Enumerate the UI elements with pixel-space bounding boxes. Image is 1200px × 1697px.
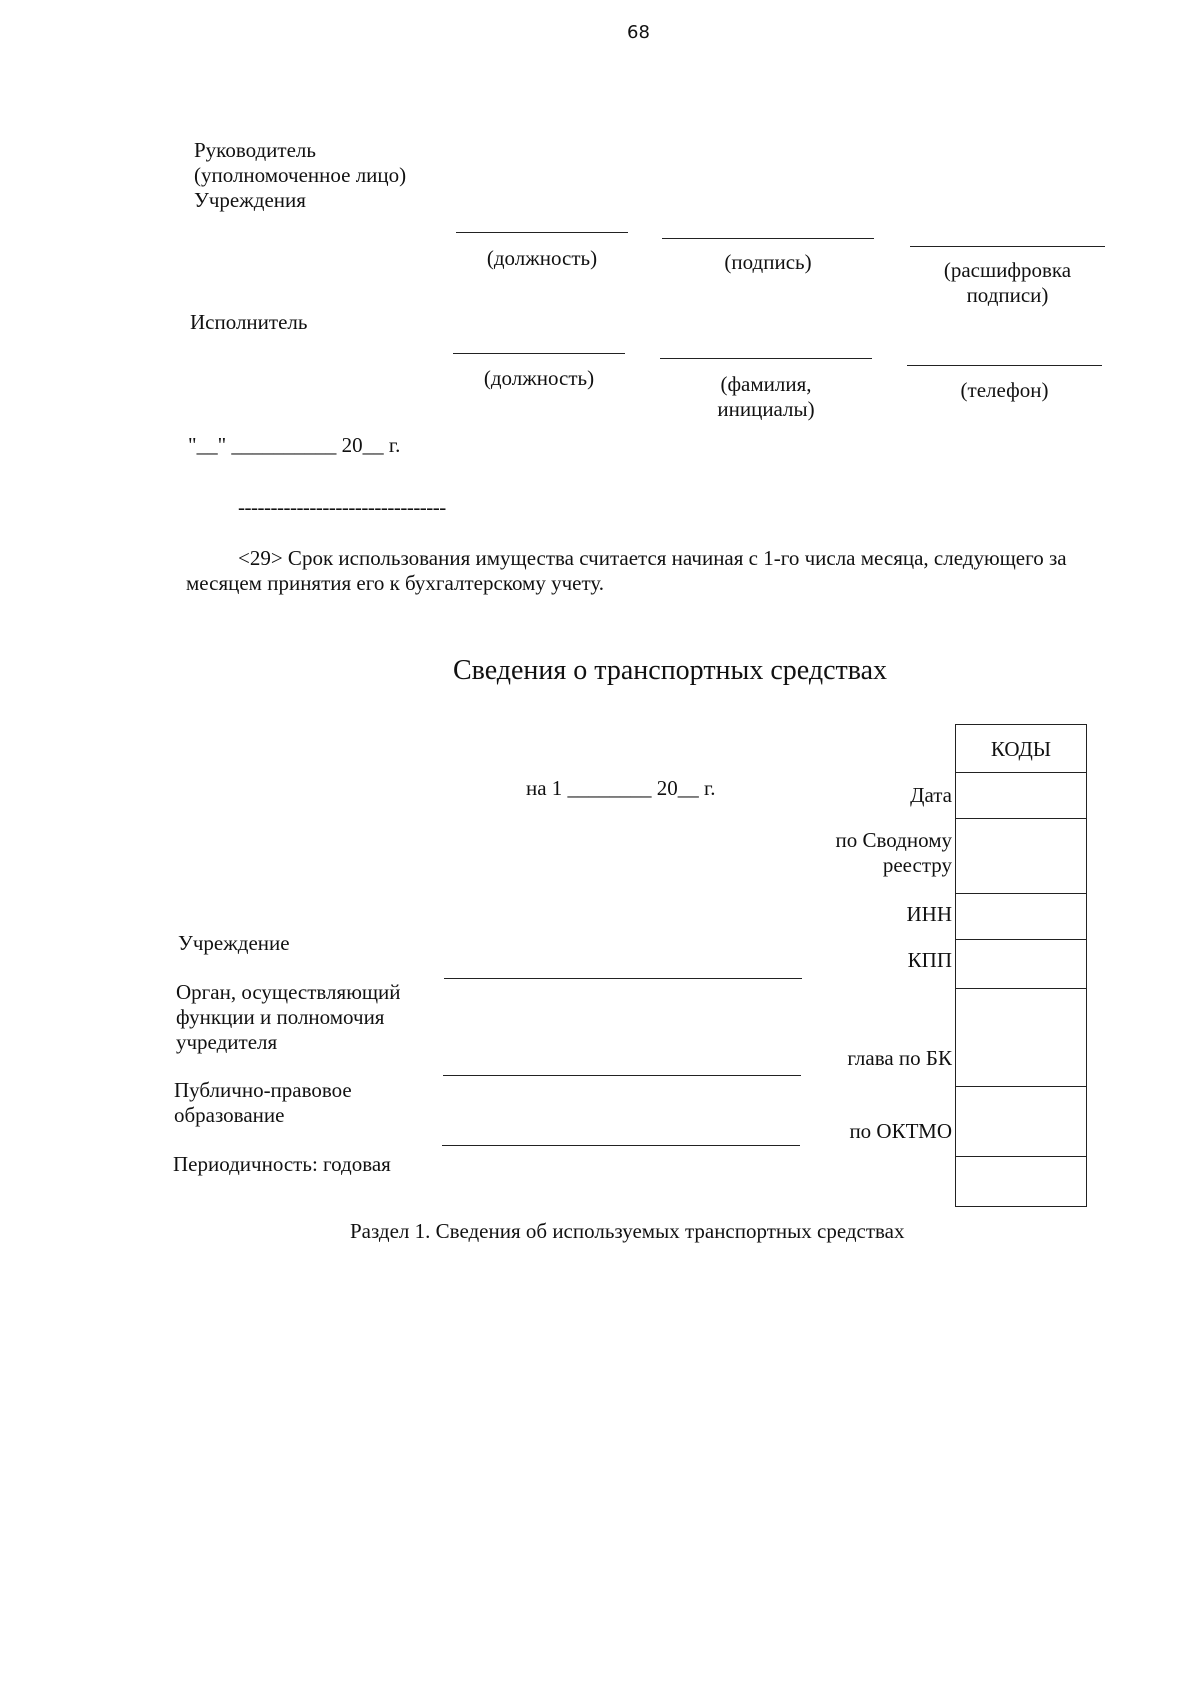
founder-body-line-3: учредителя (176, 1030, 278, 1054)
code-label-bk-chapter: глава по БК (847, 1046, 952, 1070)
field-line-institution (444, 978, 802, 979)
executor-name-caption (660, 372, 872, 422)
founder-body-line-1: Орган, осуществляющий (176, 980, 401, 1004)
codes-row-blank (956, 988, 1086, 989)
code-label-kpp: КПП (907, 948, 952, 972)
signature-date-line: "__" __________ 20__ г. (188, 433, 401, 457)
executor-label: Исполнитель (190, 310, 308, 334)
public-entity-line-2: образование (174, 1103, 285, 1127)
form-date-line: на 1 ________ 20__ г. (526, 776, 716, 800)
codes-row-inn (956, 893, 1086, 894)
founder-body-line-2: функции и полномочия (176, 1005, 385, 1029)
code-label-date: Дата (910, 783, 952, 807)
executor-position-caption: (должность) (483, 366, 595, 390)
executor-name-caption-line-2: инициалы) (717, 397, 815, 421)
head-signature-line (662, 238, 874, 239)
form-title: Сведения о транспортных средствах (452, 655, 888, 686)
field-label-periodicity: Периодичность: годовая (173, 1152, 391, 1176)
field-line-public-entity (442, 1145, 800, 1146)
codes-box (955, 724, 1087, 1207)
head-label-line-3: Учреждения (194, 188, 306, 212)
code-label-svod-registry (800, 828, 952, 878)
footnote-separator: -------------------------------- (238, 495, 446, 519)
codes-header: КОДЫ (990, 737, 1052, 761)
codes-row-kpp (956, 939, 1086, 940)
footnote-text: <29> Срок использования имущества считается начиная с 1-го числа месяца, следующего за месяцем принятия его к бухгалтерскому учету. (186, 546, 1067, 595)
section-title: Раздел 1. Сведения об используемых транспортных средствах (350, 1219, 905, 1243)
head-decryption-line (910, 246, 1105, 247)
codes-row-bk (956, 1086, 1086, 1087)
field-label-founder-body (176, 980, 401, 1055)
code-label-oktmo: по ОКТМО (849, 1119, 952, 1143)
public-entity-line-1: Публично-правовое (174, 1078, 352, 1102)
head-decryption-caption-line-1: (расшифровка (943, 258, 1072, 282)
codes-row-svod (956, 818, 1086, 819)
code-label-svod-line-2: реестру (882, 853, 952, 877)
head-label-line-2: (уполномоченное лицо) (194, 163, 407, 187)
head-position-line (456, 232, 628, 233)
codes-row-date (956, 772, 1086, 773)
field-label-public-entity (174, 1078, 352, 1128)
code-label-inn: ИНН (906, 902, 952, 926)
executor-phone-caption: (телефон) (960, 378, 1049, 402)
executor-name-caption-line-1: (фамилия, (720, 372, 812, 396)
head-label-line-1: Руководитель (194, 138, 316, 162)
codes-row-oktmo (956, 1156, 1086, 1157)
head-decryption-caption-line-2: подписи) (966, 283, 1049, 307)
code-label-svod-line-1: по Сводному (835, 828, 952, 852)
executor-position-line (453, 353, 625, 354)
executor-name-line (660, 358, 872, 359)
page-number: 68 (627, 22, 650, 43)
executor-phone-line (907, 365, 1102, 366)
head-signature-caption: (подпись) (724, 250, 812, 274)
head-decryption-caption (910, 258, 1105, 308)
field-line-founder-body (443, 1075, 801, 1076)
field-label-institution: Учреждение (178, 931, 290, 955)
head-position-caption: (должность) (486, 246, 598, 270)
head-label (194, 138, 406, 213)
